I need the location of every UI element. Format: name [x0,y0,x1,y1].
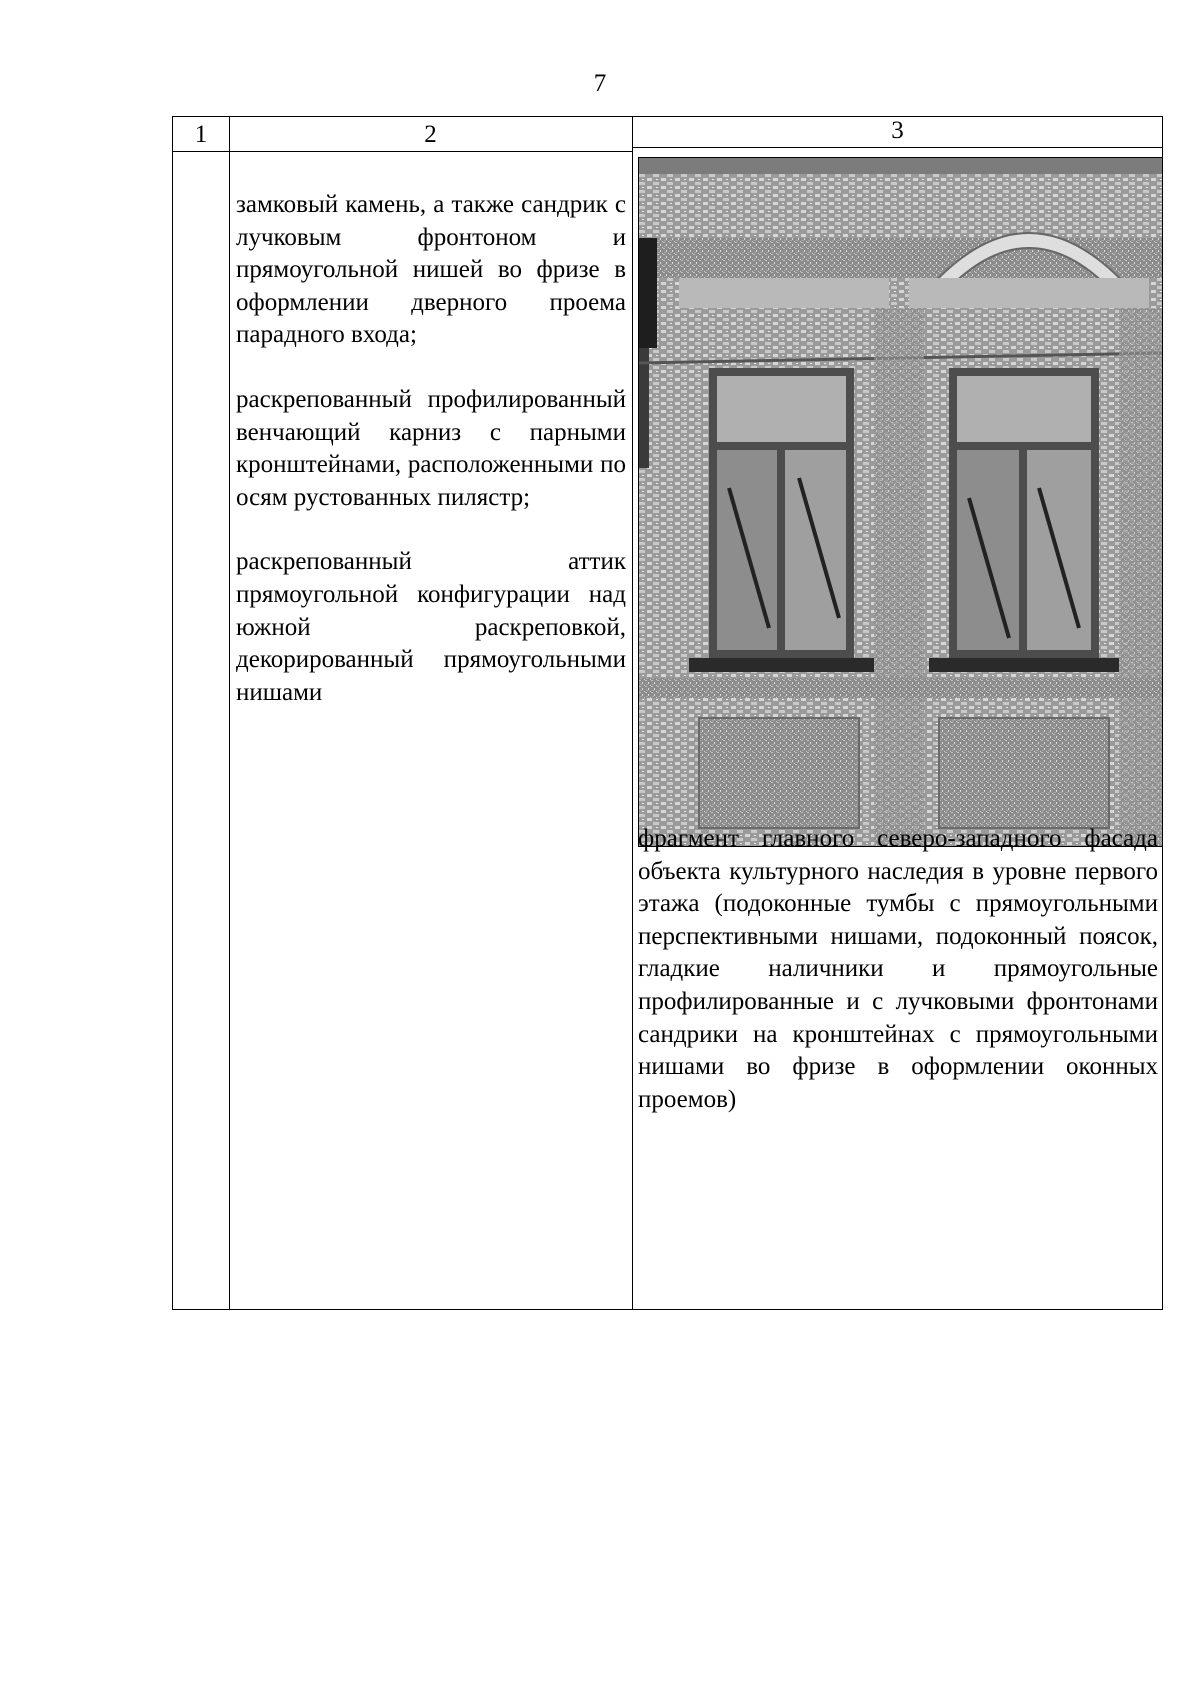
header-col-1: 1 [194,121,208,148]
facade-photo [638,157,1163,847]
page-number: 7 [593,70,607,97]
column-divider-2 [632,117,633,1309]
header-divider-left [173,151,632,152]
element-description [236,189,626,709]
photo-caption: фрагмент главного северо-западного фасада объекта культурного наследия в уровне первого этажа (подоконные тумбы с прямоугольными перспективными нишами, подоконный поясок, гладкие наличники и прямоугольные профилированные и с лучковыми фронтонами сандрики на кронштейнах с прямоугольными нишами во фризе в оформлении оконных проемов) [638,825,1158,1113]
column-divider-1 [229,117,230,1309]
header-col-3: 3 [891,117,904,144]
heritage-table [172,116,1163,1310]
description-paragraph-2: раскрепованный профилированный венчающий карниз с парными кронштейнами, расположенными по осям рустованных пилястр; [236,385,626,511]
header-divider-right [632,147,1163,148]
header-col-2: 2 [424,121,437,148]
facade-photo-illustration [639,158,1163,847]
description-paragraph-3: раскрепованный аттик прямоугольной конфигурации над южной раскреповкой, декорированный прямоугольными нишами [236,548,626,706]
description-paragraph-1: замковый камень, а также сандрик с лучковым фронтоном и прямоугольной нишей во фризе в оформлении дверного проема парадного входа; [236,191,626,349]
